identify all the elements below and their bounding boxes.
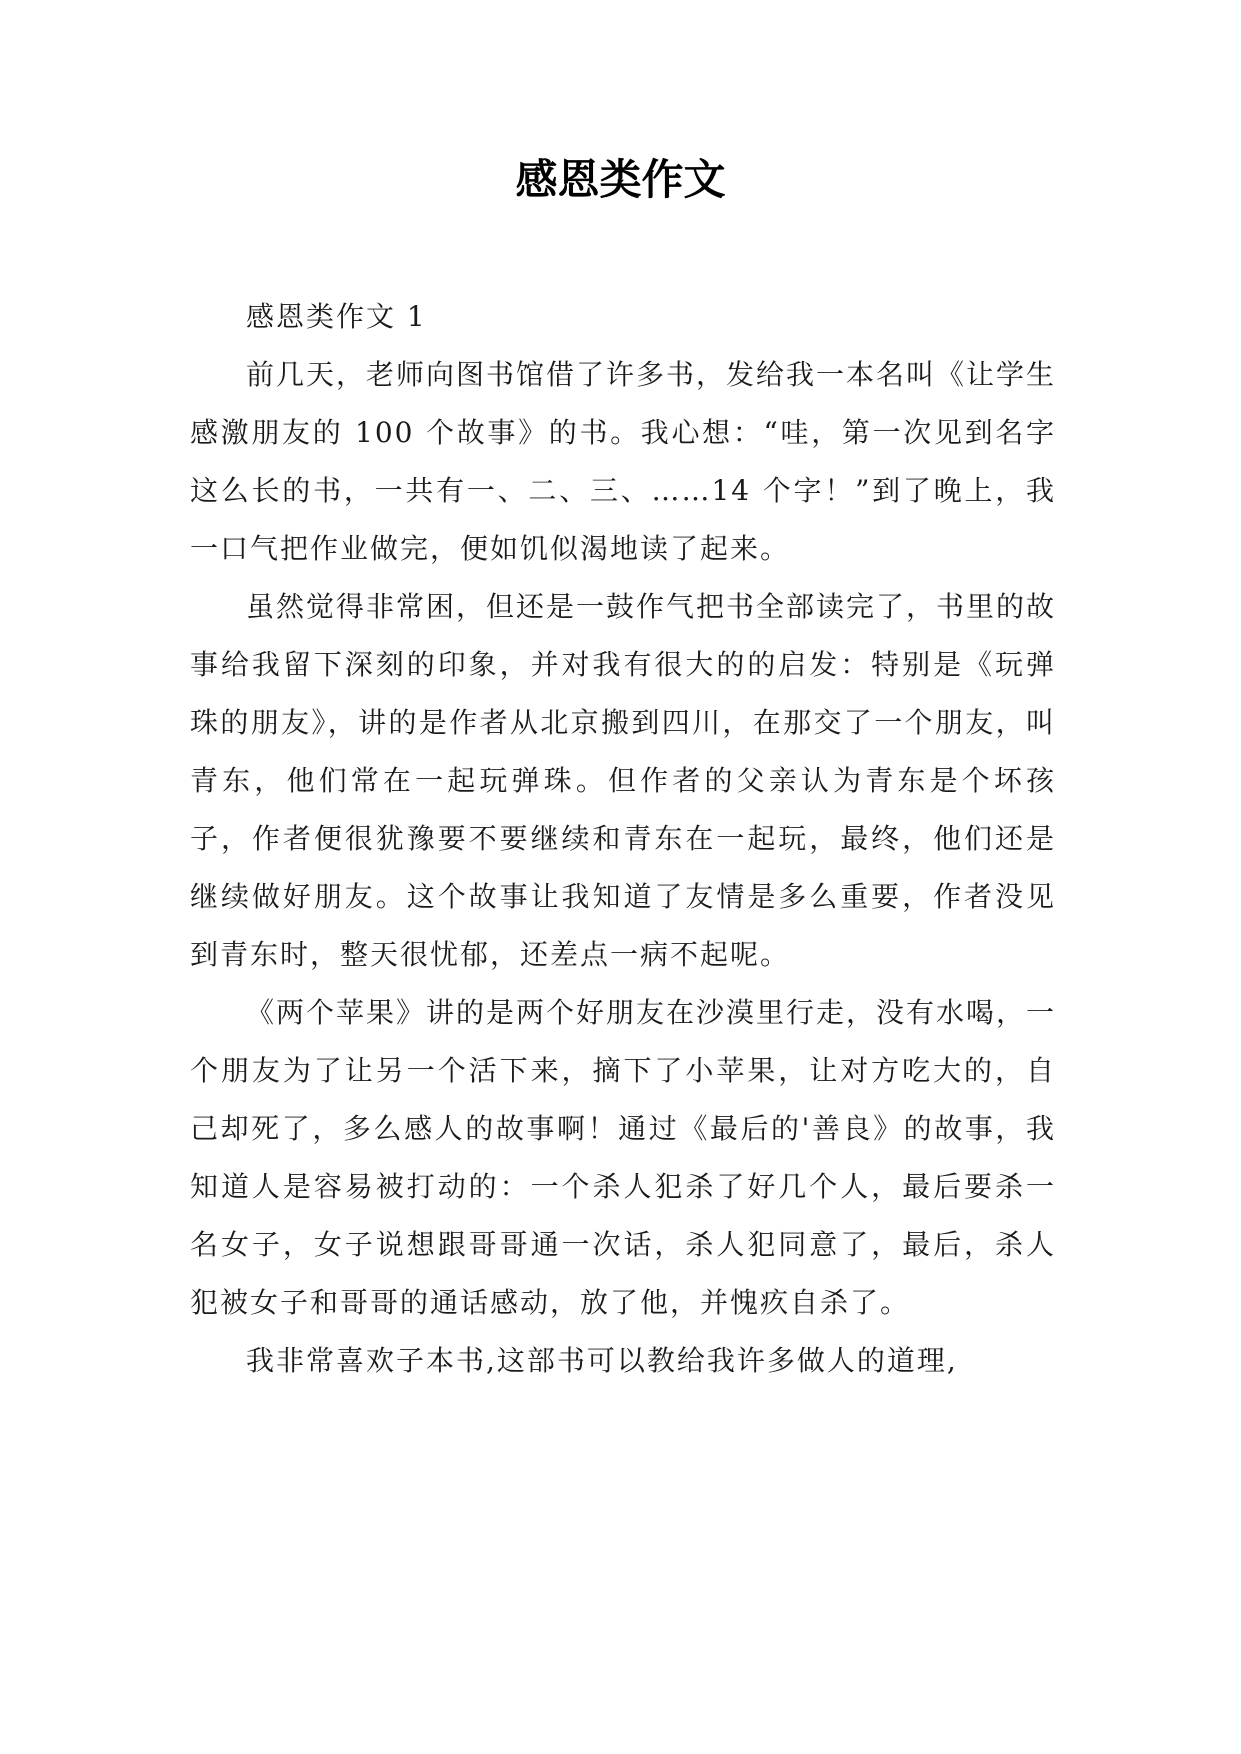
paragraph-2: 虽然觉得非常困，但还是一鼓作气把书全部读完了，书里的故事给我留下深刻的印象，并对我有很大的的启发：特别是《玩弹珠的朋友》，讲的是作者从北京搬到四川，在那交了一个朋友，叫青东，他们常在一起玩弹珠。但作者的父亲认为青东是个坏孩子，作者便很犹豫要不要继续和青东在一起玩，最终，他们还是继续做好朋友。这个故事让我知道了友情是多么重要，作者没见到青东时，整天很忧郁，还差点一病不起呢。 <box>190 590 1057 971</box>
paragraph-3: 《两个苹果》讲的是两个好朋友在沙漠里行走，没有水喝，一个朋友为了让另一个活下来，摘下了小苹果，让对方吃大的，自己却死了，多么感人的故事啊！通过《最后的'善良》的故事，我知道人是容易被打动的：一个杀人犯杀了好几个人，最后要杀一名女子，女子说想跟哥哥通一次话，杀人犯同意了，最后，杀人犯被女子和哥哥的通话感动，放了他，并愧疚自杀了。 <box>190 996 1057 1319</box>
essay-body <box>190 288 1056 1390</box>
page-title: 感恩类作文 <box>515 155 726 204</box>
section-heading: 感恩类作文 1 <box>246 300 427 333</box>
paragraph-4: 我非常喜欢子本书,这部书可以教给我许多做人的道理, <box>246 1344 958 1377</box>
paragraph-1: 前几天，老师向图书馆借了许多书，发给我一本名叫《让学生感激朋友的 100 个故事》的书。我心想：“哇，第一次见到名字这么长的书，一共有一、二、三、……14 个字！”到了晚上，我一口气把作业做完，便如饥似渴地读了起来。 <box>190 358 1057 565</box>
